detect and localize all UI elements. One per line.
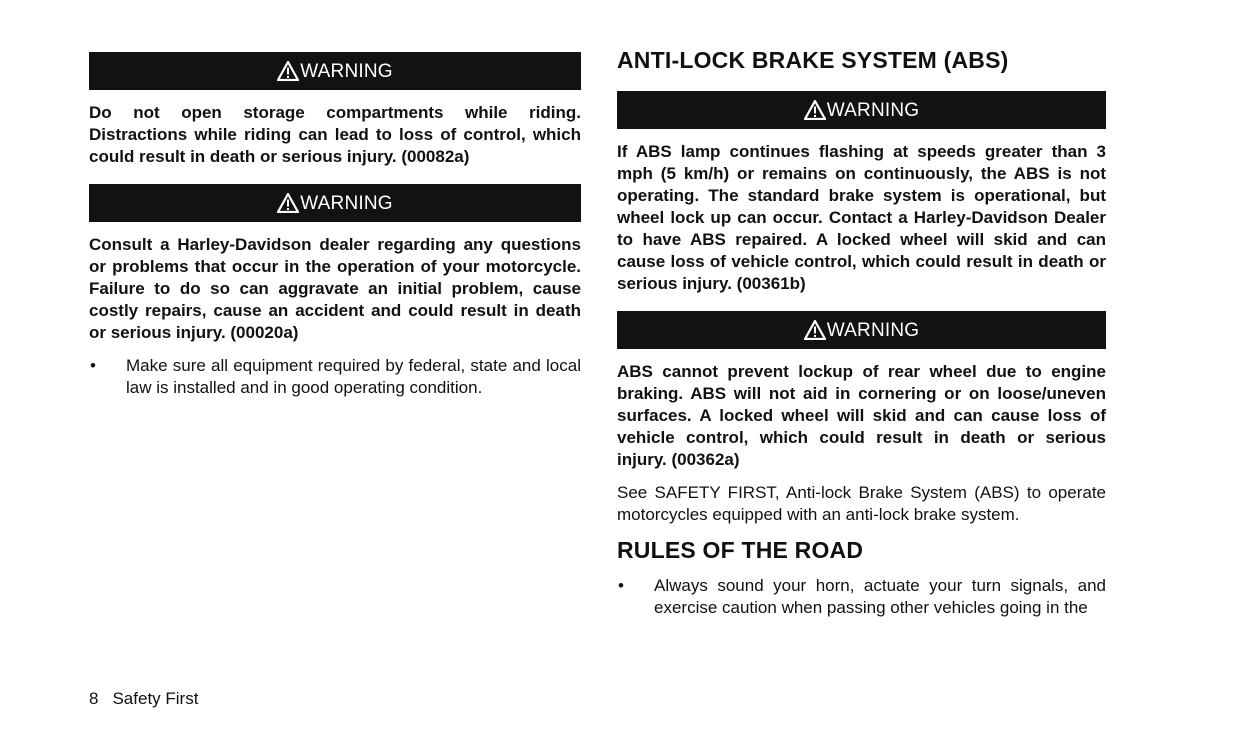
warning-banner — [89, 184, 581, 222]
list-item-text: Make sure all equipment required by federal, state and local law is installed and in good operating condition. — [126, 356, 581, 397]
bullet-icon: • — [618, 576, 624, 595]
page-number: 8 — [89, 689, 99, 708]
warning-triangle-icon — [277, 193, 299, 213]
warning-text: Do not open storage compartments while riding. Distractions while riding can lead to loss of control, which could result in death or serious injury. (00082a) — [89, 103, 581, 166]
reference-text: See SAFETY FIRST, Anti-lock Brake System (ABS) to operate motorcycles equipped with an anti-lock brake system. — [617, 483, 1106, 524]
section-heading-rules: RULES OF THE ROAD — [617, 537, 864, 563]
section-heading-abs: ANTI-LOCK BRAKE SYSTEM (ABS) — [617, 47, 1009, 73]
warning-label: WARNING — [826, 319, 920, 341]
list-item-text: Always sound your horn, actuate your turn signals, and exercise caution when passing other vehicles going in the — [654, 576, 1106, 617]
warning-banner — [617, 91, 1106, 129]
warning-label: WARNING — [300, 192, 393, 214]
warning-label: WARNING — [826, 99, 920, 121]
list-item — [89, 355, 581, 399]
page-footer — [89, 688, 198, 710]
section-name: Safety First — [112, 689, 199, 708]
warning-text: ABS cannot prevent lockup of rear wheel due to engine braking. ABS will not aid in cornering or on loose/uneven surfaces. A locked wheel will skid and can cause loss of vehicle control, which could result in death or serious injury. (00362a) — [617, 362, 1106, 469]
warning-text: Consult a Harley-Davidson dealer regarding any questions or problems that occur in the operation of your motorcycle. Failure to do so can aggravate an initial problem, cause costly repairs, cause an accident and could result in death or serious injury. (00020a) — [89, 235, 581, 342]
warning-label: WARNING — [300, 60, 393, 82]
warning-triangle-icon — [277, 61, 299, 81]
warning-text: If ABS lamp continues flashing at speeds greater than 3 mph (5 km/h) or remains on continuously, the ABS is not operating. The standard brake system is operational, but wheel lock up can occur. Contact a Harley-Davidson Dealer to have ABS repaired. A locked wheel will skid and can cause loss of vehicle control, which could result in death or serious injury. (00361b) — [617, 142, 1106, 293]
warning-banner — [89, 52, 581, 90]
bullet-icon: • — [90, 356, 96, 375]
warning-banner — [617, 311, 1106, 349]
list-item — [617, 575, 1106, 619]
warning-triangle-icon — [804, 100, 826, 120]
warning-triangle-icon — [804, 320, 826, 340]
